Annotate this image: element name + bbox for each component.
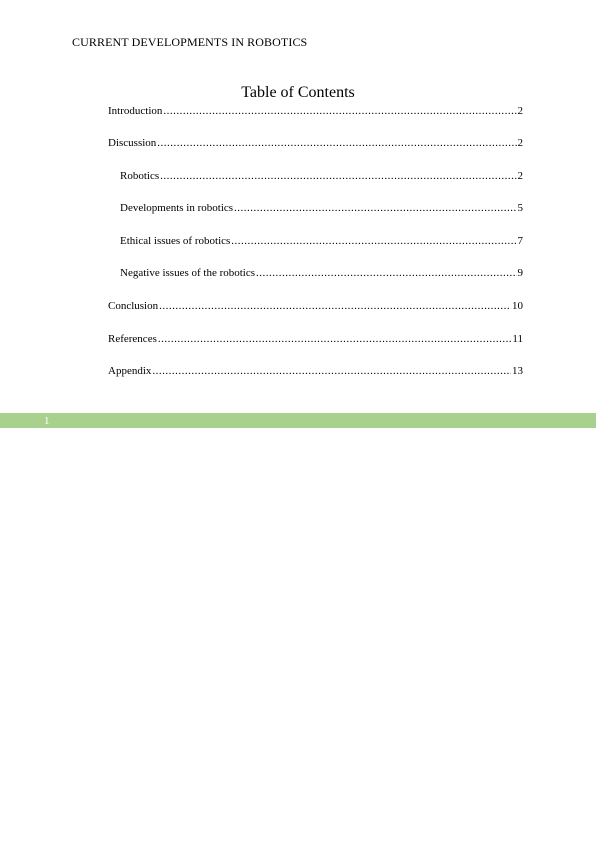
dot-leader bbox=[157, 136, 516, 150]
dot-leader bbox=[152, 364, 511, 378]
toc-entry-references[interactable] bbox=[108, 332, 523, 346]
toc-entry-page: 5 bbox=[517, 202, 523, 214]
toc-entry-developments-in-robotics[interactable] bbox=[120, 201, 523, 215]
toc-entry-negative-issues[interactable] bbox=[120, 266, 523, 280]
toc-entry-page: 7 bbox=[517, 235, 523, 247]
toc-entry-label: Negative issues of the robotics bbox=[120, 267, 256, 279]
dot-leader bbox=[256, 266, 516, 280]
toc-entry-robotics[interactable] bbox=[120, 169, 523, 183]
toc-entry-label: Robotics bbox=[120, 170, 160, 182]
toc-entry-label: Discussion bbox=[108, 137, 157, 149]
toc-entry-page: 2 bbox=[517, 137, 523, 149]
toc-entry-discussion[interactable] bbox=[108, 136, 523, 150]
toc-title: Table of Contents bbox=[241, 84, 355, 101]
running-header: CURRENT DEVELOPMENTS IN ROBOTICS bbox=[72, 35, 308, 49]
toc-entry-page: 11 bbox=[512, 333, 523, 345]
dot-leader bbox=[163, 104, 516, 118]
dot-leader bbox=[234, 201, 516, 215]
toc-entry-label: Developments in robotics bbox=[120, 202, 234, 214]
page-number: 1 bbox=[44, 415, 50, 427]
toc-entry-page: 2 bbox=[517, 105, 523, 117]
toc-entry-label: Introduction bbox=[108, 105, 163, 117]
dot-leader bbox=[159, 299, 511, 313]
toc-entry-page: 9 bbox=[517, 267, 523, 279]
toc-entry-label: Conclusion bbox=[108, 300, 159, 312]
toc-entry-conclusion[interactable] bbox=[108, 299, 523, 313]
toc-entry-label: References bbox=[108, 333, 157, 345]
toc-entry-appendix[interactable] bbox=[108, 364, 523, 378]
toc-entry-label: Appendix bbox=[108, 365, 152, 377]
dot-leader bbox=[160, 169, 516, 183]
dot-leader bbox=[158, 332, 512, 346]
footer-band bbox=[0, 413, 596, 428]
dot-leader bbox=[231, 234, 516, 248]
toc-entry-ethical-issues[interactable] bbox=[120, 234, 523, 248]
toc-entry-page: 2 bbox=[517, 170, 523, 182]
toc-entry-introduction[interactable] bbox=[108, 104, 523, 118]
toc-entry-page: 13 bbox=[512, 365, 523, 377]
toc-entry-label: Ethical issues of robotics bbox=[120, 235, 231, 247]
toc-entry-page: 10 bbox=[512, 300, 523, 312]
